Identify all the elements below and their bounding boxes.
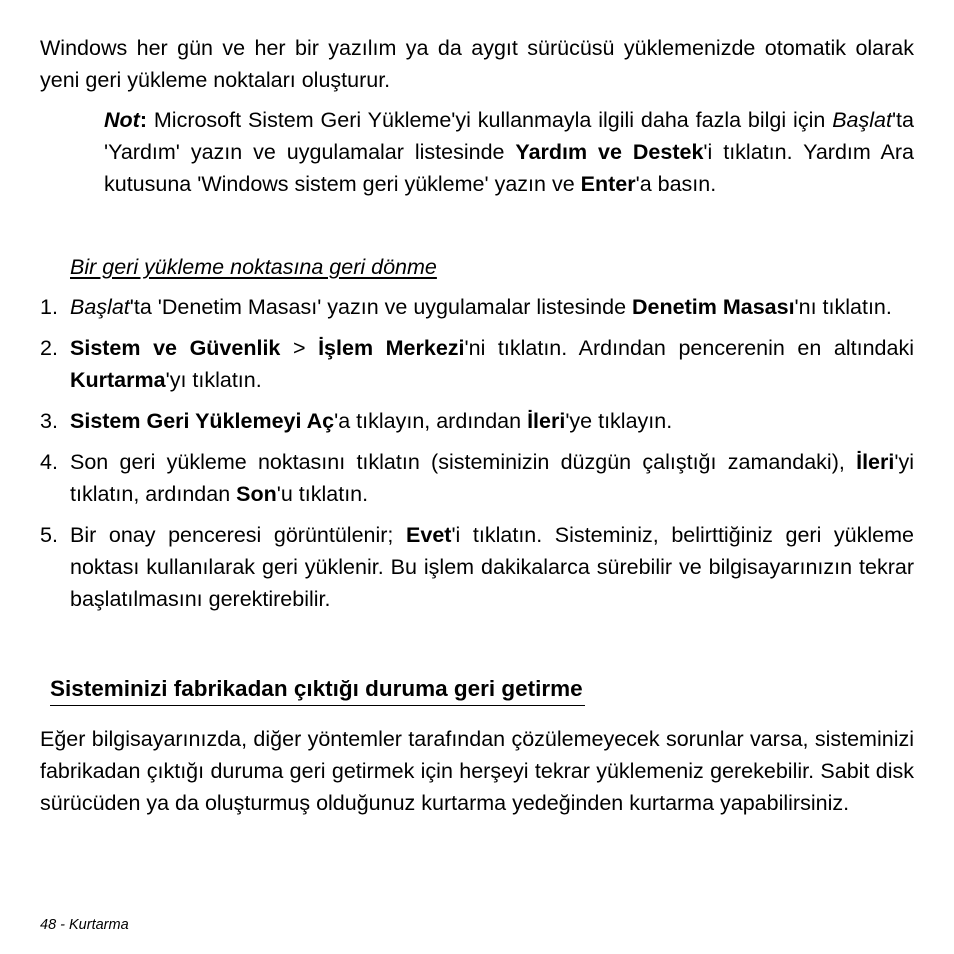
step-number: 1. (40, 295, 58, 319)
step-text: > (280, 336, 319, 360)
steps-list (40, 291, 914, 624)
step-term: Başlat (70, 295, 130, 319)
step-number: 2. (40, 336, 58, 360)
note-label: Not (104, 108, 140, 132)
step-number: 4. (40, 450, 58, 474)
step-term: Denetim Masası (632, 295, 795, 319)
section-body-paragraph: Eğer bilgisayarınızda, diğer yöntemler tarafından çözülemeyecek sorunlar varsa, sisteminizi fabrikadan çıktığı duruma geri getirmek için herşeyi tekrar yüklemeniz gerekebilir. Sabit disk sürücüden ya da oluşturmuş olduğunuz kurtarma yedeğinden kurtarma yapabilirsiniz. (40, 727, 914, 815)
note-help-term: Yardım ve Destek (515, 140, 704, 164)
note-paragraph (104, 104, 914, 200)
note-start-term: Başlat (832, 108, 892, 132)
step-term: İleri (856, 450, 895, 474)
list-item (40, 446, 914, 510)
list-item (40, 332, 914, 396)
step-number: 3. (40, 409, 58, 433)
step-text: 'ta 'Denetim Masası' yazın ve uygulamalar listesinde (129, 295, 633, 319)
restore-point-subheading: Bir geri yükleme noktasına geri dönme (70, 255, 437, 279)
list-item (40, 519, 914, 615)
step-number: 5. (40, 523, 58, 547)
step-term: Evet (406, 523, 452, 547)
list-item (40, 405, 914, 437)
step-text: 'yı tıklatın. (165, 368, 262, 392)
note-text-4: 'a basın. (635, 172, 717, 196)
step-text: 'ni tıklatın. Ardından pencerenin en altındaki (464, 336, 914, 360)
note-text-1: Microsoft Sistem Geri Yükleme'yi kullanmayla ilgili daha fazla bilgi için (147, 108, 833, 132)
step-term: Kurtarma (70, 368, 166, 392)
note-text-3: 'i tıklatın. Yardım Ara kutusuna 'Windows sistem geri yükleme' yazın ve (104, 140, 914, 196)
step-text: Son geri yükleme noktasını tıklatın (sisteminizin düzgün çalıştığı zamandaki), (70, 450, 857, 474)
step-term: İleri (527, 409, 566, 433)
step-text: Bir onay penceresi görüntülenir; (70, 523, 407, 547)
step-text: 'ye tıklayın. (565, 409, 673, 433)
note-enter-term: Enter (580, 172, 636, 196)
step-term: Sistem ve Güvenlik (70, 336, 281, 360)
section-heading: Sisteminizi fabrikadan çıktığı duruma geri getirme (50, 673, 585, 706)
page-footer: 48 - Kurtarma (40, 917, 129, 933)
intro-paragraph: Windows her gün ve her bir yazılım ya da aygıt sürücüsü yüklemenizde otomatik olarak yeni geri yükleme noktaları oluşturur. (40, 36, 914, 92)
list-item (40, 291, 914, 323)
step-term: İşlem Merkezi (318, 336, 465, 360)
step-text: 'yi tıklatın, ardından (70, 450, 914, 506)
step-text: 'nı tıklatın. (794, 295, 892, 319)
step-term: Sistem Geri Yüklemeyi Aç (70, 409, 335, 433)
note-text-2: 'ta 'Yardım' yazın ve uygulamalar listesinde (104, 108, 914, 164)
step-term: Son (236, 482, 277, 506)
step-text: 'a tıklayın, ardından (334, 409, 528, 433)
step-text: 'i tıklatın. Sisteminiz, belirttiğiniz geri yükleme noktası kullanılarak geri yüklenir. Bu işlem dakikalarca sürebilir ve bilgisayarınızın tekrar başlatılmasını gerektirebilir. (70, 523, 914, 611)
step-text: 'u tıklatın. (276, 482, 369, 506)
note-colon: : (139, 108, 147, 132)
